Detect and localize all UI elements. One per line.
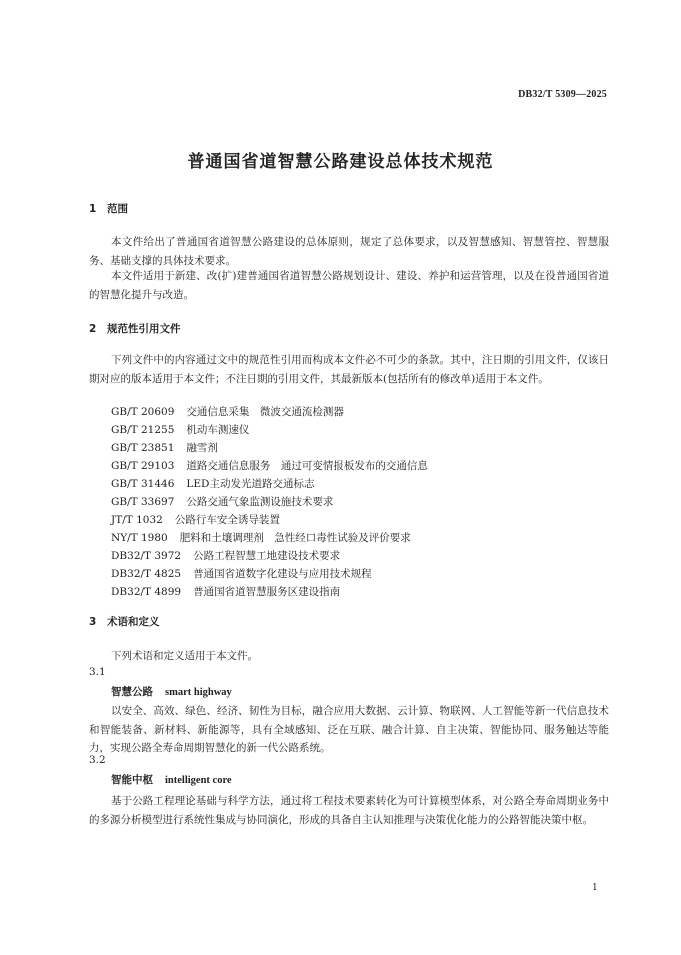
term-heading [111, 684, 232, 699]
scope-paragraph-1: 本文件给出了普通国省道智慧公路建设的总体原则，规定了总体要求，以及智慧感知、智慧管控、智慧服务、基础支撑的具体技术要求。 [89, 236, 609, 267]
standard-code: DB32/T 5309—2025 [518, 89, 607, 100]
reference-title: 交通信息采集 微波交通流检测器 [186, 406, 344, 418]
scope-paragraph-2: 本文件适用于新建、改(扩)建普通国省道智慧公路规划设计、建设、养护和运营管理，以及在役普通国省道的智慧化提升与改造。 [89, 270, 609, 301]
section-2-heading [89, 321, 181, 336]
section-number: 3 [89, 616, 97, 628]
reference-title: 公路行车安全诱导装置 [174, 514, 280, 526]
section-title: 术语和定义 [107, 616, 160, 628]
reference-item [111, 547, 340, 565]
reference-title: 机动车测速仪 [186, 424, 250, 436]
term-en: intelligent core [165, 775, 232, 786]
section-number: 1 [89, 203, 97, 215]
reference-item [111, 439, 218, 457]
section-3-heading [89, 614, 160, 629]
reference-title: 公路工程智慧工地建设技术要求 [193, 550, 341, 562]
reference-code: GB/T 31446 [111, 478, 175, 490]
reference-code: DB32/T 4899 [111, 586, 182, 598]
term-definition: 基于公路工程理论基础与科学方法，通过将工程技术要素转化为可计算模型体系，对公路全寿命周期业务中的多源分析模型进行系统性集成与协同演化，形成的具备自主认知推理与决策优化能力的公路智能决策中枢。 [89, 795, 609, 826]
reference-code: DB32/T 3972 [111, 550, 182, 562]
section-title: 规范性引用文件 [107, 323, 181, 335]
document-title: 普通国省道智慧公路建设总体技术规范 [187, 152, 494, 172]
term-definition: 以安全、高效、绿色、经济、韧性为目标，融合应用大数据、云计算、物联网、人工智能等新一代信息技术和智能装备、新材料、新能源等，具有全域感知、泛在互联、融合计算、自主决策、智能协同、服务触达等能力，实现公路全寿命周期智慧化的新一代公路系统。 [89, 705, 609, 754]
refs-intro-paragraph: 下列文件中的内容通过文中的规范性引用而构成本文件必不可少的条款。其中，注日期的引用文件，仅该日期对应的版本适用于本文件；不注日期的引用文件，其最新版本(包括所有的修改单)适用于本文件。 [89, 354, 609, 385]
reference-title: LED主动发光道路交通标志 [186, 478, 315, 490]
reference-item [111, 457, 428, 475]
reference-item [111, 475, 314, 493]
reference-title: 普通国省道数字化建设与应用技术规程 [193, 568, 372, 580]
reference-title: 普通国省道智慧服务区建设指南 [193, 586, 341, 598]
term-number: 3.1 [89, 666, 106, 678]
term-cn: 智慧公路 [111, 686, 153, 698]
reference-code: GB/T 20609 [111, 406, 175, 418]
reference-code: JT/T 1032 [111, 514, 163, 526]
reference-item [111, 421, 249, 439]
reference-code: DB32/T 4825 [111, 568, 182, 580]
section-1-heading [89, 201, 128, 216]
term-en: smart highway [165, 687, 232, 698]
page-number: 1 [592, 883, 598, 893]
reference-item [111, 511, 280, 529]
term-cn: 智能中枢 [111, 774, 153, 786]
reference-item [111, 529, 411, 547]
reference-title: 公路交通气象监测设施技术要求 [186, 496, 334, 508]
section-title: 范围 [107, 203, 128, 215]
terms-intro: 下列术语和定义适用于本文件。 [111, 650, 258, 662]
reference-item [111, 565, 372, 583]
reference-item [111, 493, 333, 511]
reference-title: 融雪剂 [186, 442, 218, 454]
reference-code: GB/T 23851 [111, 442, 175, 454]
term-number: 3.2 [89, 754, 106, 766]
reference-item [111, 583, 340, 601]
reference-code: GB/T 33697 [111, 496, 175, 508]
term-heading [111, 772, 232, 787]
reference-item [111, 403, 344, 421]
reference-title: 道路交通信息服务 通过可变情报板发布的交通信息 [186, 460, 428, 472]
reference-title: 肥料和土壤调理剂 急性经口毒性试验及评价要求 [179, 532, 411, 544]
section-number: 2 [89, 323, 97, 335]
reference-code: GB/T 29103 [111, 460, 175, 472]
reference-code: GB/T 21255 [111, 424, 175, 436]
reference-code: NY/T 1980 [111, 532, 168, 544]
